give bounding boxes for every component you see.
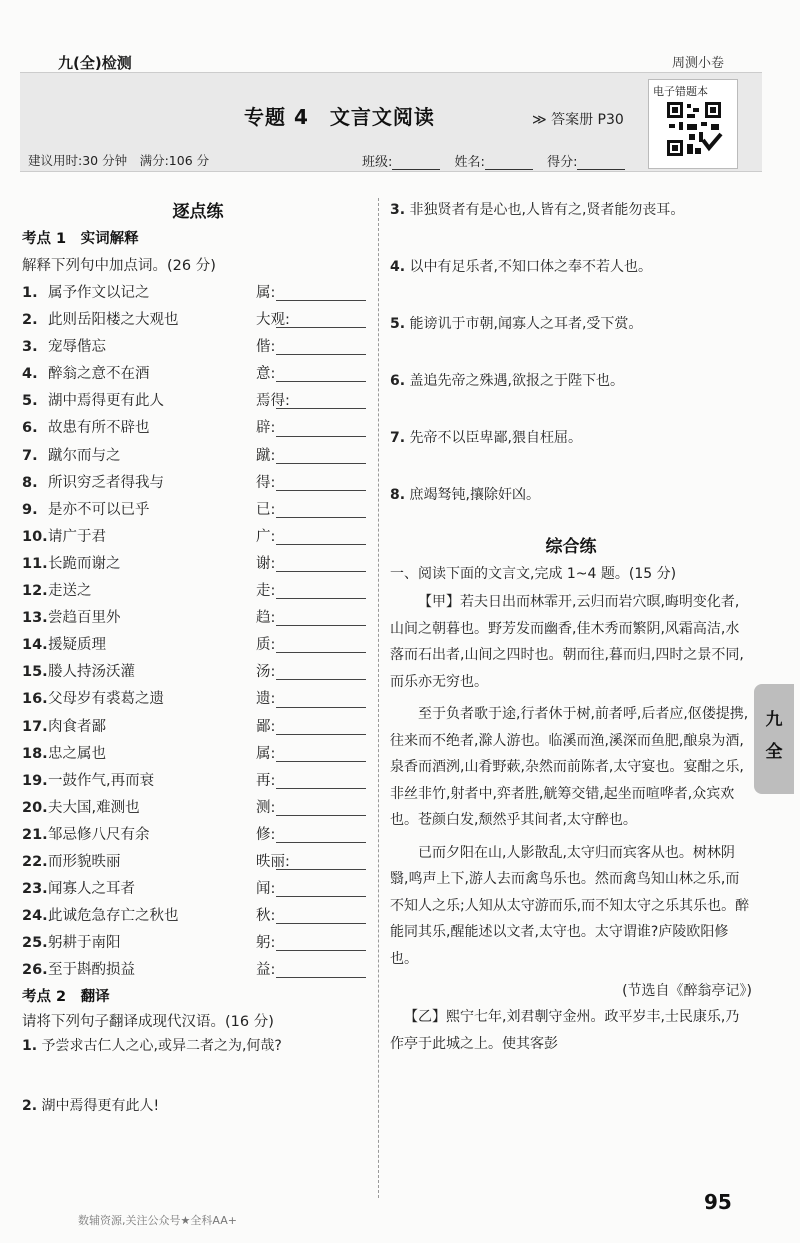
item-answer-label: 测: <box>256 799 276 816</box>
item-text: 尝趋百里外 <box>48 610 121 627</box>
answer-blank[interactable] <box>276 950 366 951</box>
side-tab-char: 九 <box>765 710 783 730</box>
item-number: 7. <box>22 447 38 464</box>
item-answer-label: 蹴: <box>256 447 276 464</box>
item-text: 先帝不以臣卑鄙,猥自枉屈。 <box>409 430 582 446</box>
vocab-item <box>22 768 374 795</box>
answer-blank[interactable] <box>276 842 366 843</box>
score-label: 得分: <box>547 155 578 170</box>
answer-blank[interactable] <box>276 463 366 464</box>
item-number: 23. <box>22 881 48 898</box>
vocab-item <box>22 578 374 605</box>
item-text: 湖中焉得更有此人! <box>41 1098 160 1115</box>
item-number: 16. <box>22 691 48 708</box>
item-text: 湖中焉得更有此人 <box>48 393 164 410</box>
item-number: 10. <box>22 528 48 545</box>
answer-blank[interactable] <box>276 598 366 599</box>
item-answer-label: 属: <box>256 285 276 301</box>
vocab-item <box>22 957 374 984</box>
item-number: 21. <box>22 826 48 843</box>
answer-blank[interactable] <box>276 408 366 409</box>
vocab-item <box>22 822 374 849</box>
vocab-item <box>22 741 374 768</box>
answer-blank[interactable] <box>276 815 366 816</box>
item-number: 14. <box>22 637 48 654</box>
answer-blank[interactable] <box>276 923 366 924</box>
item-text: 请广于君 <box>48 528 106 545</box>
item-text: 非独贤者有是心也,人皆有之,贤者能勿丧耳。 <box>409 202 685 218</box>
weekly-quiz-label: 周测小卷 <box>672 56 725 71</box>
item-answer-label: 大观: <box>256 312 290 329</box>
vocab-item <box>22 930 374 957</box>
answer-blank[interactable] <box>276 300 366 301</box>
item-number: 22. <box>22 853 48 870</box>
passage-paragraph: 【甲】若夫日出而林霏开,云归而岩穴暝,晦明变化者,山间之朝暮也。野芳发而幽香,佳木秀而繁阴,风霜高洁,水落而石出者,山间之四时也。朝而往,暮而归,四时之景不同,而乐亦无穷也。 <box>390 594 744 690</box>
item-number: 1. <box>22 1038 38 1055</box>
item-text: 一鼓作气,再而衰 <box>48 772 155 789</box>
item-number: 19. <box>22 772 48 789</box>
answer-blank[interactable] <box>276 977 366 978</box>
item-number: 6. <box>22 420 38 437</box>
item-text: 肉食者鄙 <box>48 718 106 735</box>
section-title-practice: 逐点练 <box>172 202 224 222</box>
item-text: 邹忌修八尺有余 <box>48 826 150 843</box>
item-answer-label: 焉得: <box>256 393 290 410</box>
item-answer-label: 辟: <box>256 420 276 437</box>
item-answer-label: 偕: <box>256 339 276 356</box>
vocab-item <box>22 524 374 551</box>
passage-paragraph: 【乙】熙宁七年,刘君剸守金州。政平岁丰,士民康乐,乃作亭于此城之上。使其客彭 <box>390 1009 740 1052</box>
item-number: 4. <box>22 366 38 383</box>
answer-blank[interactable] <box>276 869 366 870</box>
answer-blank[interactable] <box>276 544 366 545</box>
name-label: 姓名: <box>454 155 485 170</box>
passage-source: (节选自《醉翁亭记》) <box>622 983 752 999</box>
item-text: 宠辱偕忘 <box>48 339 106 356</box>
score-field[interactable] <box>577 158 625 170</box>
left-column <box>22 198 374 1118</box>
item-text: 媵人持汤沃灌 <box>48 664 135 681</box>
answer-blank[interactable] <box>276 734 366 735</box>
item-number: 5. <box>390 316 406 332</box>
item-number: 11. <box>22 555 48 572</box>
item-text: 至于斟酌损益 <box>48 962 135 979</box>
vocab-item <box>22 795 374 822</box>
item-text: 此诚危急存亡之秋也 <box>48 908 179 925</box>
item-number: 1. <box>22 285 38 301</box>
translation-item <box>390 255 752 312</box>
item-number: 3. <box>390 202 406 218</box>
answer-blank[interactable] <box>276 707 366 708</box>
item-text: 醉翁之意不在酒 <box>48 366 150 383</box>
item-number: 26. <box>22 962 48 979</box>
column-divider <box>378 198 379 1198</box>
item-number: 13. <box>22 610 48 627</box>
item-text: 而形貌昳丽 <box>48 853 121 870</box>
answer-blank[interactable] <box>276 625 366 626</box>
item-number: 5. <box>22 393 38 410</box>
vocab-item <box>22 334 374 361</box>
class-label: 班级: <box>362 155 393 170</box>
brand-label: 九(全)检测 <box>58 54 132 72</box>
item-text: 走送之 <box>48 583 92 600</box>
qr-code-icon[interactable] <box>665 100 723 158</box>
item-answer-label: 鄙: <box>256 718 276 735</box>
item-text: 夫大国,难测也 <box>48 799 140 816</box>
item-answer-label: 闻: <box>256 881 276 898</box>
item-answer-label: 秋: <box>256 908 276 925</box>
item-number: 17. <box>22 718 48 735</box>
item-number: 2. <box>22 1098 38 1115</box>
vocab-item <box>22 876 374 903</box>
vocab-item <box>22 903 374 930</box>
answer-blank[interactable] <box>276 381 366 382</box>
answer-blank[interactable] <box>276 571 366 572</box>
reading-question-header: 一、阅读下面的文言文,完成 1~4 题。(15 分) <box>390 566 677 582</box>
answer-blank[interactable] <box>276 327 366 328</box>
translation-item <box>22 1034 374 1094</box>
item-answer-label: 益: <box>256 962 276 979</box>
item-number: 12. <box>22 583 48 600</box>
translation-item <box>390 198 752 255</box>
answer-blank[interactable] <box>276 517 366 518</box>
vocab-item <box>22 388 374 415</box>
item-text: 盖追先帝之殊遇,欲报之于陛下也。 <box>409 373 624 389</box>
item-answer-label: 趋: <box>256 610 276 627</box>
answer-reference: ≫ 答案册 P30 <box>532 112 624 128</box>
item-answer-label: 昳丽: <box>256 853 290 870</box>
item-answer-label: 已: <box>256 501 276 518</box>
class-field[interactable] <box>392 158 440 170</box>
item-answer-label: 质: <box>256 637 276 654</box>
item-number: 4. <box>390 259 406 275</box>
answer-blank[interactable] <box>276 652 366 653</box>
item-answer-label: 谢: <box>256 555 276 572</box>
vocab-item <box>22 415 374 442</box>
footer-note: 数辅资源,关注公众号★全科AA+ <box>78 1214 237 1227</box>
vocab-item <box>22 632 374 659</box>
item-number: 25. <box>22 935 48 952</box>
item-number: 20. <box>22 799 48 816</box>
answer-blank[interactable] <box>276 354 366 355</box>
right-column <box>390 198 752 1057</box>
item-text: 长跪而谢之 <box>48 555 121 572</box>
section-title-comprehensive: 综合练 <box>545 537 597 557</box>
vocab-item <box>22 307 374 334</box>
item-text: 父母岁有裘葛之遗 <box>48 691 164 708</box>
item-text: 故患有所不辟也 <box>48 420 150 437</box>
vocab-item <box>22 605 374 632</box>
item-answer-label: 广: <box>256 528 276 545</box>
vocab-item <box>22 686 374 713</box>
vocab-item <box>22 470 374 497</box>
item-answer-label: 遗: <box>256 691 276 708</box>
item-text: 以中有足乐者,不知口体之奉不若人也。 <box>409 259 652 275</box>
item-text: 此则岳阳楼之大观也 <box>48 312 179 329</box>
item-number: 6. <box>390 373 406 389</box>
translation-item <box>390 483 752 523</box>
translation-item <box>22 1094 374 1118</box>
item-number: 8. <box>390 487 406 503</box>
page-title: 专题 4 文言文阅读 <box>244 105 435 129</box>
answer-blank[interactable] <box>276 436 366 437</box>
item-answer-label: 走: <box>256 583 276 600</box>
answer-blank[interactable] <box>276 679 366 680</box>
page-number: 95 <box>704 1190 732 1214</box>
translation-item <box>390 312 752 369</box>
item-answer-label: 属: <box>256 745 276 762</box>
item-number: 15. <box>22 664 48 681</box>
header-band <box>20 72 762 172</box>
student-info-row <box>362 151 635 170</box>
item-text: 蹴尔而与之 <box>48 447 121 464</box>
side-tab-char: 全 <box>765 742 783 762</box>
item-answer-label: 修: <box>256 826 276 843</box>
qr-panel[interactable] <box>648 79 738 169</box>
item-number: 18. <box>22 745 48 762</box>
answer-blank[interactable] <box>276 761 366 762</box>
item-text: 所识穷乏者得我与 <box>48 474 164 491</box>
kd1-title: 考点 1 实词解释 <box>22 231 139 247</box>
item-text: 属予作文以记之 <box>48 285 150 301</box>
item-number: 24. <box>22 908 48 925</box>
vocab-item <box>22 361 374 388</box>
item-text: 能谤讥于市朝,闻寡人之耳者,受下赏。 <box>409 316 643 332</box>
vocab-item <box>22 497 374 524</box>
item-text: 忠之属也 <box>48 745 106 762</box>
item-answer-label: 得: <box>256 474 276 491</box>
vocab-item <box>22 443 374 470</box>
name-field[interactable] <box>485 158 533 170</box>
qr-label: 电子错题本 <box>653 85 708 98</box>
item-answer-label: 意: <box>256 366 276 383</box>
top-bar <box>20 44 762 72</box>
item-number: 8. <box>22 474 38 491</box>
item-number: 7. <box>390 430 406 446</box>
item-text: 予尝求古仁人之心,或异二者之为,何哉? <box>41 1038 282 1055</box>
vocab-item <box>22 849 374 876</box>
vocab-item <box>22 280 374 307</box>
item-text: 援疑质理 <box>48 637 106 654</box>
kd1-instructions: 解释下列句中加点词。(26 分) <box>22 258 216 274</box>
item-number: 3. <box>22 339 38 356</box>
item-text: 闻寡人之耳者 <box>48 881 135 898</box>
passage-paragraph: 已而夕阳在山,人影散乱,太守归而宾客从也。树林阴翳,鸣声上下,游人去而禽鸟乐也。然而禽鸟知山林之乐,而不知人之乐;人知从太守游而乐,而不知太守之乐其乐也。醉能同其乐,醒能述以文者,太守也。太守谓谁?庐陵欧阳修也。 <box>390 844 750 967</box>
item-number: 2. <box>22 312 38 329</box>
chapter-side-tab[interactable] <box>754 684 794 794</box>
answer-blank[interactable] <box>276 788 366 789</box>
item-answer-label: 再: <box>256 772 276 789</box>
item-text: 是亦不可以已乎 <box>48 501 150 518</box>
time-score-info: 建议用时:30 分钟 满分:106 分 <box>28 153 210 168</box>
item-text: 庶竭驽钝,攘除奸凶。 <box>409 487 540 503</box>
kd2-title: 考点 2 翻译 <box>22 989 110 1006</box>
translation-item <box>390 369 752 426</box>
translation-item <box>390 426 752 483</box>
kd2-instructions: 请将下列句子翻译成现代汉语。(16 分) <box>22 1014 274 1031</box>
item-answer-label: 汤: <box>256 664 276 681</box>
passage-paragraph: 至于负者歌于途,行者休于树,前者呼,后者应,伛偻提携,往来而不绝者,滁人游也。临溪而渔,溪深而鱼肥,酿泉为酒,泉香而酒洌,山肴野蔌,杂然而前陈者,太守宴也。宴酣之乐,非丝非竹,射者中,弈者胜,觥筹交错,起坐而喧哗者,众宾欢也。苍颜白发,颓然乎其间者,太守醉也。 <box>390 706 749 828</box>
answer-blank[interactable] <box>276 490 366 491</box>
item-text: 躬耕于南阳 <box>48 935 121 952</box>
vocab-item <box>22 714 374 741</box>
answer-blank[interactable] <box>276 896 366 897</box>
item-number: 9. <box>22 501 38 518</box>
vocab-item <box>22 551 374 578</box>
item-answer-label: 躬: <box>256 935 276 952</box>
vocab-item <box>22 659 374 686</box>
